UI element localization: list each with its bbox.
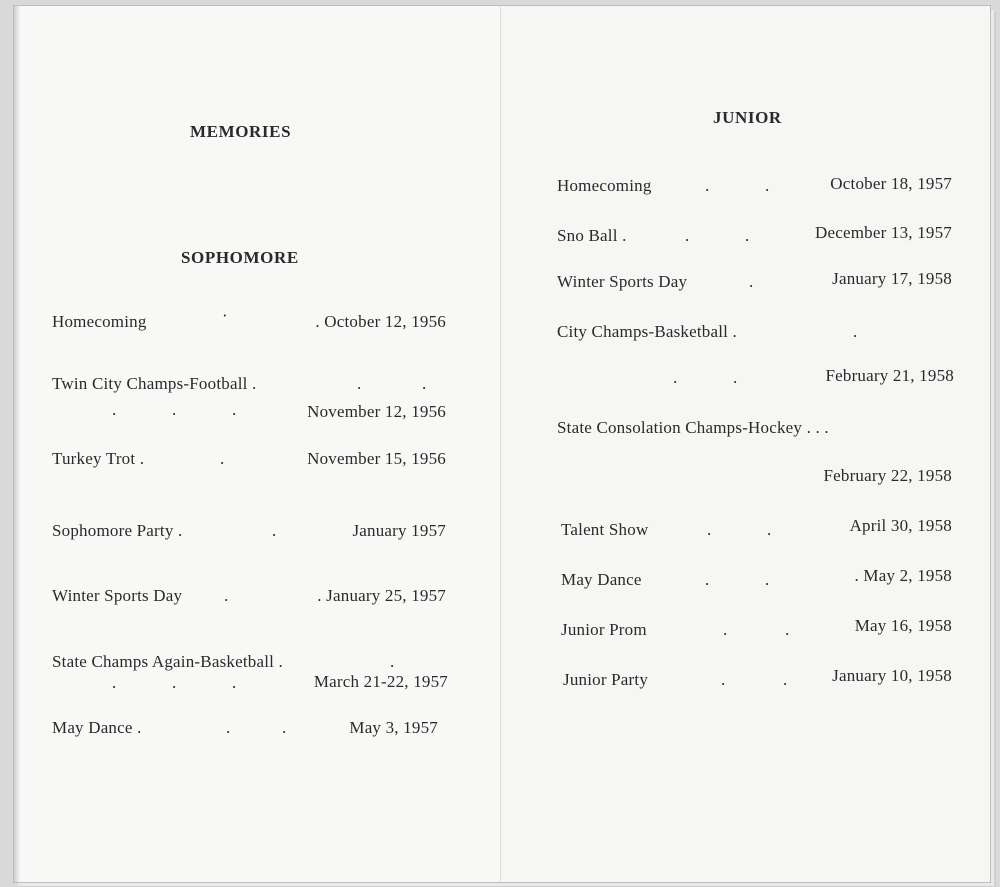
sophomore-event-sophomore-party: Sophomore Party .: [52, 521, 183, 540]
leader-dot: .: [783, 670, 788, 689]
leader-dot: .: [853, 322, 858, 341]
leader-dot: .: [112, 673, 117, 692]
junior-date-winter-sports-day: January 17, 1958: [832, 269, 952, 288]
leader-dot: .: [685, 226, 690, 245]
sophomore-event-homecoming: Homecoming: [52, 312, 147, 331]
sophomore-event-state-champs-basketball: State Champs Again-Basketball .: [52, 652, 283, 671]
leader-dot: .: [767, 520, 772, 539]
leader-dot: .: [232, 673, 237, 692]
junior-event-sno-ball: Sno Ball .: [557, 226, 627, 245]
sophomore-date-twin-city-football: November 12, 1956: [307, 402, 446, 421]
junior-date-junior-party: January 10, 1958: [832, 666, 952, 685]
leader-dot: .: [721, 670, 726, 689]
leader-dot: .: [673, 368, 678, 387]
sophomore-date-may-dance: May 3, 1957: [349, 718, 438, 737]
leader-dot: .: [226, 718, 231, 737]
sophomore-event-may-dance: May Dance .: [52, 718, 142, 737]
junior-event-talent-show: Talent Show: [561, 520, 649, 539]
leader-dot: .: [765, 570, 770, 589]
page-edge: [14, 6, 20, 882]
sophomore-event-twin-city-football: Twin City Champs-Football .: [52, 374, 257, 393]
junior-event-may-dance: May Dance: [561, 570, 642, 589]
junior-event-winter-sports-day: Winter Sports Day: [557, 272, 688, 291]
left-page: [14, 6, 501, 882]
leader-dot: .: [745, 226, 750, 245]
leader-dot: .: [220, 449, 225, 468]
memories-title: MEMORIES: [190, 122, 292, 141]
leader-dot: .: [707, 520, 712, 539]
sophomore-date-homecoming: . October 12, 1956: [315, 312, 446, 331]
junior-event-state-consolation-hockey: State Consolation Champs-Hockey . . .: [557, 418, 829, 437]
junior-date-junior-prom: May 16, 1958: [854, 616, 952, 635]
leader-dot: .: [357, 374, 362, 393]
leader-dot: .: [232, 400, 237, 419]
leader-dot: .: [723, 620, 728, 639]
junior-heading: JUNIOR: [713, 108, 782, 127]
junior-event-homecoming: Homecoming: [557, 176, 652, 195]
sophomore-date-sophomore-party: January 1957: [352, 521, 446, 540]
sophomore-event-winter-sports-day: Winter Sports Day: [52, 586, 183, 605]
leader-dot: .: [112, 400, 117, 419]
leader-dot: .: [749, 272, 754, 291]
leader-dot: .: [705, 176, 710, 195]
sophomore-date-turkey-trot: November 15, 1956: [307, 449, 446, 468]
sophomore-date-state-champs-basketball: March 21-22, 1957: [313, 672, 448, 691]
leader-dot: ·: [222, 306, 228, 325]
leader-dot: .: [172, 673, 177, 692]
booklet: [14, 6, 990, 882]
junior-date-state-consolation-hockey: February 22, 1958: [823, 466, 952, 485]
junior-date-may-dance: . May 2, 1958: [854, 566, 952, 585]
sophomore-heading: SOPHOMORE: [181, 248, 299, 267]
leader-dot: .: [390, 652, 395, 671]
junior-date-talent-show: April 30, 1958: [849, 516, 952, 535]
junior-event-junior-prom: Junior Prom: [561, 620, 647, 639]
leader-dot: .: [224, 586, 229, 605]
leader-dot: .: [422, 374, 427, 393]
right-page: [501, 6, 990, 882]
leader-dot: .: [785, 620, 790, 639]
junior-date-homecoming: October 18, 1957: [830, 174, 952, 193]
leader-dot: .: [172, 400, 177, 419]
leader-dot: .: [765, 176, 770, 195]
sophomore-event-turkey-trot: Turkey Trot .: [52, 449, 145, 468]
sophomore-date-winter-sports-day: . January 25, 1957: [317, 586, 446, 605]
junior-date-sno-ball: December 13, 1957: [815, 223, 952, 242]
junior-date-city-champs-basketball: February 21, 1958: [825, 366, 954, 385]
leader-dot: .: [705, 570, 710, 589]
leader-dot: .: [282, 718, 287, 737]
leader-dot: .: [733, 368, 738, 387]
junior-event-junior-party: Junior Party: [563, 670, 649, 689]
junior-event-city-champs-basketball: City Champs-Basketball .: [557, 322, 737, 341]
leader-dot: .: [272, 521, 277, 540]
